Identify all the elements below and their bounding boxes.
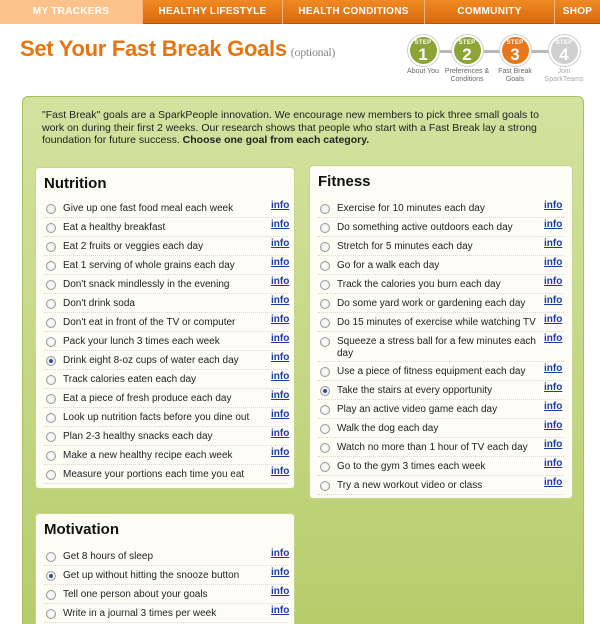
step-4-number: 4	[559, 45, 569, 64]
nutrition-goal-label: Plan 2-3 healthy snacks each day	[63, 431, 213, 442]
fitness-goal-item[interactable]	[310, 382, 572, 397]
fitness-goal-item[interactable]	[310, 238, 572, 253]
motivation-goal-radio[interactable]	[46, 571, 56, 581]
step-1-word: STEP	[414, 40, 432, 46]
motivation-goal-label: Tell one person about your goals	[63, 589, 208, 600]
fitness-goal-label: Do some yard work or gardening each day	[337, 298, 526, 309]
fitness-row-divider	[318, 361, 564, 362]
nutrition-goal-item[interactable]	[36, 371, 294, 386]
nutrition-goal-radio[interactable]	[46, 261, 56, 271]
nutrition-goal-label: Give up one fast food meal each week	[63, 203, 234, 214]
nutrition-goal-label: Eat a piece of fresh produce each day	[63, 393, 232, 404]
nutrition-goal-label: Eat 1 serving of whole grains each day	[63, 260, 235, 271]
nutrition-goal-label: Don't eat in front of the TV or computer	[63, 317, 236, 328]
fitness-goal-radio[interactable]	[320, 367, 330, 377]
motivation-goal-label: Write in a journal 3 times per week	[63, 608, 217, 619]
fitness-goal-radio[interactable]	[320, 424, 330, 434]
nutrition-info-link[interactable]: info	[271, 409, 290, 420]
nutrition-info-link[interactable]: info	[271, 238, 290, 249]
fitness-row-divider	[318, 236, 564, 237]
fitness-goal-item[interactable]	[310, 363, 572, 378]
fitness-info-link[interactable]: info	[544, 477, 563, 488]
nutrition-goal-label: Measure your portions each time you eat	[63, 469, 245, 480]
motivation-goal-item[interactable]	[36, 586, 294, 601]
nutrition-goal-item[interactable]	[36, 352, 294, 367]
nutrition-goal-item[interactable]	[36, 200, 294, 215]
step-1	[400, 35, 446, 76]
motivation-goal-item[interactable]	[36, 605, 294, 620]
motivation-panel	[35, 513, 295, 624]
progress-steps	[406, 35, 596, 87]
nutrition-row-divider	[44, 407, 288, 408]
fitness-row-divider	[318, 255, 564, 256]
nutrition-goal-label: Eat a healthy breakfast	[63, 222, 166, 233]
nutrition-goal-label: Drink eight 8-oz cups of water each day	[63, 355, 239, 366]
fitness-info-link[interactable]: info	[544, 295, 563, 306]
step-1-circle	[408, 35, 439, 66]
nutrition-goal-radio[interactable]	[46, 413, 56, 423]
nutrition-goal-item[interactable]	[36, 447, 294, 462]
step-1-number: 1	[418, 45, 428, 64]
nutrition-row-divider	[44, 331, 288, 332]
nutrition-row-divider	[44, 236, 288, 237]
fitness-goal-label: Track the calories you burn each day	[337, 279, 501, 290]
fitness-goal-item[interactable]	[310, 333, 572, 360]
fitness-row-divider	[318, 274, 564, 275]
nutrition-goal-radio[interactable]	[46, 432, 56, 442]
nutrition-info-link[interactable]: info	[271, 314, 290, 325]
nutrition-goal-label: Look up nutrition facts before you dine out	[63, 412, 250, 423]
nutrition-info-link[interactable]: info	[271, 200, 290, 211]
fitness-info-link[interactable]: info	[544, 458, 563, 469]
fitness-goal-item[interactable]	[310, 257, 572, 272]
fitness-goal-radio[interactable]	[320, 405, 330, 415]
intro-text	[42, 109, 562, 147]
step-4	[541, 35, 587, 84]
fitness-info-link[interactable]: info	[544, 314, 563, 325]
nav-tab-my-trackers[interactable]: MY TRACKERS	[0, 0, 143, 24]
page-title	[20, 36, 335, 62]
nutrition-goal-radio[interactable]	[46, 470, 56, 480]
nutrition-row-divider	[44, 426, 288, 427]
fitness-goal-item[interactable]	[310, 477, 572, 492]
optional-label: (optional)	[290, 45, 336, 59]
nutrition-goal-label: Make a new healthy recipe each week	[63, 450, 233, 461]
top-nav	[0, 0, 600, 24]
nutrition-row-divider	[44, 217, 288, 218]
fitness-goal-label: Squeeze a stress ball for a few minutes each day	[337, 336, 536, 359]
fitness-goal-radio[interactable]	[320, 242, 330, 252]
nutrition-goal-label: Pack your lunch 3 times each week	[63, 336, 220, 347]
nutrition-goal-item[interactable]	[36, 238, 294, 253]
step-3-caption: Fast Break Goals	[498, 68, 532, 83]
fitness-goal-radio[interactable]	[320, 462, 330, 472]
step-3-number: 3	[510, 45, 520, 64]
fitness-goal-item[interactable]	[310, 458, 572, 473]
fitness-goal-label: Play an active video game each day	[337, 404, 498, 415]
nutrition-row-divider	[44, 388, 288, 389]
nutrition-goal-item[interactable]	[36, 314, 294, 329]
nutrition-goal-label: Don't drink soda	[63, 298, 135, 309]
nutrition-goal-item[interactable]	[36, 333, 294, 348]
fitness-row-divider	[318, 312, 564, 313]
nutrition-goal-label: Eat 2 fruits or veggies each day	[63, 241, 204, 252]
nav-tab-healthy-lifestyle[interactable]: HEALTHY LIFESTYLE	[143, 0, 283, 24]
nutrition-goal-item[interactable]	[36, 390, 294, 405]
step-3-word: STEP	[506, 40, 524, 46]
fitness-goal-item[interactable]	[310, 219, 572, 234]
nutrition-goal-radio[interactable]	[46, 394, 56, 404]
nutrition-info-link[interactable]: info	[271, 257, 290, 268]
nav-tab-health-conditions[interactable]: HEALTH CONDITIONS	[283, 0, 425, 24]
fitness-row-divider	[318, 380, 564, 381]
nutrition-info-link[interactable]: info	[271, 428, 290, 439]
fitness-goal-label: Use a piece of fitness equipment each day	[337, 366, 526, 377]
nutrition-row-divider	[44, 293, 288, 294]
fitness-goal-radio[interactable]	[320, 386, 330, 396]
motivation-goal-item[interactable]	[36, 548, 294, 563]
motivation-goal-radio[interactable]	[46, 552, 56, 562]
nutrition-goal-radio[interactable]	[46, 280, 56, 290]
motivation-row-divider	[44, 565, 288, 566]
fitness-info-link[interactable]: info	[544, 276, 563, 287]
fitness-row-divider	[318, 293, 564, 294]
intro-body: "Fast Break" goals are a SparkPeople innovation. We encourage new members to pick three small goals to work on during their first 2 weeks. Our research shows that people who start with a Fast Break lay a strong foundation for future success.	[42, 109, 539, 146]
fitness-goal-item[interactable]	[310, 401, 572, 416]
step-4-caption: Join SparkTeams	[544, 68, 584, 83]
fitness-goal-label: Do something active outdoors each day	[337, 222, 513, 233]
nutrition-goal-item[interactable]	[36, 466, 294, 481]
fitness-goal-item[interactable]	[310, 439, 572, 454]
nutrition-info-link[interactable]: info	[271, 219, 290, 230]
nutrition-row-divider	[44, 483, 288, 484]
fitness-info-link[interactable]: info	[544, 333, 563, 344]
fitness-goal-radio[interactable]	[320, 443, 330, 453]
fitness-info-link[interactable]: info	[544, 200, 563, 211]
fitness-goal-label: Go to the gym 3 times each week	[337, 461, 486, 472]
nutrition-goal-radio[interactable]	[46, 337, 56, 347]
motivation-info-link[interactable]: info	[271, 548, 290, 559]
nutrition-goal-radio[interactable]	[46, 204, 56, 214]
motivation-row-divider	[44, 622, 288, 623]
fitness-panel	[309, 165, 573, 499]
fitness-goal-label: Try a new workout video or class	[337, 480, 483, 491]
step-1-caption: About You	[407, 68, 439, 75]
intro-instruction: Choose one goal from each category.	[182, 134, 370, 146]
fitness-goal-label: Walk the dog each day	[337, 423, 439, 434]
fitness-goal-item[interactable]	[310, 200, 572, 215]
nutrition-row-divider	[44, 350, 288, 351]
nutrition-goal-item[interactable]	[36, 428, 294, 443]
fitness-info-link[interactable]: info	[544, 382, 563, 393]
fitness-row-divider	[318, 475, 564, 476]
fitness-goal-label: Go for a walk each day	[337, 260, 440, 271]
fitness-goal-label: Take the stairs at every opportunity	[337, 385, 493, 396]
nutrition-panel	[35, 167, 295, 489]
fitness-title: Fitness	[318, 173, 371, 190]
fitness-goal-item[interactable]	[310, 295, 572, 310]
nutrition-info-link[interactable]: info	[271, 390, 290, 401]
fitness-info-link[interactable]: info	[544, 401, 563, 412]
fitness-info-link[interactable]: info	[544, 363, 563, 374]
step-4-word: STEP	[555, 40, 573, 46]
nutrition-row-divider	[44, 274, 288, 275]
fitness-goal-radio[interactable]	[320, 204, 330, 214]
nutrition-info-link[interactable]: info	[271, 352, 290, 363]
fitness-goal-radio[interactable]	[320, 280, 330, 290]
motivation-info-link[interactable]: info	[271, 605, 290, 616]
nav-tab-community[interactable]: COMMUNITY	[425, 0, 555, 24]
nutrition-goal-radio[interactable]	[46, 451, 56, 461]
fitness-row-divider	[318, 399, 564, 400]
step-2-number: 2	[462, 45, 472, 64]
fitness-goal-radio[interactable]	[320, 299, 330, 309]
nutrition-row-divider	[44, 445, 288, 446]
step-2	[444, 35, 490, 84]
fitness-row-divider	[318, 217, 564, 218]
nav-tab-shop[interactable]: SHOP	[562, 6, 593, 17]
nutrition-row-divider	[44, 312, 288, 313]
fitness-goal-label: Do 15 minutes of exercise while watching TV	[337, 317, 536, 328]
motivation-info-link[interactable]: info	[271, 586, 290, 597]
fitness-info-link[interactable]: info	[544, 439, 563, 450]
fitness-goal-label: Exercise for 10 minutes each day	[337, 203, 485, 214]
fitness-goal-radio[interactable]	[320, 337, 330, 347]
step-3	[492, 35, 538, 84]
nutrition-goal-item[interactable]	[36, 257, 294, 272]
fitness-goal-item[interactable]	[310, 420, 572, 435]
nutrition-info-link[interactable]: info	[271, 276, 290, 287]
motivation-goal-radio[interactable]	[46, 609, 56, 619]
step-3-circle	[500, 35, 531, 66]
fitness-info-link[interactable]: info	[544, 238, 563, 249]
motivation-row-divider	[44, 584, 288, 585]
fitness-info-link[interactable]: info	[544, 257, 563, 268]
fitness-goal-radio[interactable]	[320, 261, 330, 271]
nutrition-title: Nutrition	[44, 175, 107, 192]
nutrition-row-divider	[44, 464, 288, 465]
step-2-circle	[452, 35, 483, 66]
fitness-row-divider	[318, 331, 564, 332]
motivation-goal-radio[interactable]	[46, 590, 56, 600]
fitness-goal-radio[interactable]	[320, 318, 330, 328]
fitness-goal-item[interactable]	[310, 314, 572, 329]
nutrition-info-link[interactable]: info	[271, 333, 290, 344]
motivation-row-divider	[44, 603, 288, 604]
motivation-goal-label: Get 8 hours of sleep	[63, 551, 154, 562]
nutrition-goal-radio[interactable]	[46, 299, 56, 309]
nutrition-goal-label: Track calories eaten each day	[63, 374, 197, 385]
page-title-text: Set Your Fast Break Goals	[20, 36, 287, 61]
fitness-row-divider	[318, 494, 564, 495]
fitness-info-link[interactable]: info	[544, 219, 563, 230]
nutrition-goal-radio[interactable]	[46, 375, 56, 385]
nutrition-goal-item[interactable]	[36, 276, 294, 291]
nutrition-info-link[interactable]: info	[271, 447, 290, 458]
fitness-info-link[interactable]: info	[544, 420, 563, 431]
nutrition-goal-radio[interactable]	[46, 318, 56, 328]
fitness-row-divider	[318, 418, 564, 419]
nutrition-goal-item[interactable]	[36, 219, 294, 234]
nutrition-goal-radio[interactable]	[46, 356, 56, 366]
fitness-row-divider	[318, 437, 564, 438]
nutrition-goal-label: Don't snack mindlessly in the evening	[63, 279, 230, 290]
fitness-goal-radio[interactable]	[320, 481, 330, 491]
nutrition-goal-radio[interactable]	[46, 242, 56, 252]
nutrition-goal-item[interactable]	[36, 295, 294, 310]
nutrition-info-link[interactable]: info	[271, 466, 290, 477]
motivation-goal-label: Get up without hitting the snooze button	[63, 570, 240, 581]
motivation-goal-item[interactable]	[36, 567, 294, 582]
motivation-info-link[interactable]: info	[271, 567, 290, 578]
motivation-title: Motivation	[44, 521, 119, 538]
fitness-goal-label: Watch no more than 1 hour of TV each day	[337, 442, 528, 453]
fitness-goal-item[interactable]	[310, 276, 572, 291]
nutrition-goal-item[interactable]	[36, 409, 294, 424]
step-4-circle	[549, 35, 580, 66]
nutrition-goal-radio[interactable]	[46, 223, 56, 233]
step-2-caption: Preferences & Conditions	[444, 68, 490, 83]
nutrition-row-divider	[44, 369, 288, 370]
nutrition-info-link[interactable]: info	[271, 295, 290, 306]
nutrition-row-divider	[44, 255, 288, 256]
fitness-row-divider	[318, 456, 564, 457]
nutrition-info-link[interactable]: info	[271, 371, 290, 382]
step-2-word: STEP	[458, 40, 476, 46]
fitness-goal-label: Stretch for 5 minutes each day	[337, 241, 473, 252]
fitness-goal-radio[interactable]	[320, 223, 330, 233]
